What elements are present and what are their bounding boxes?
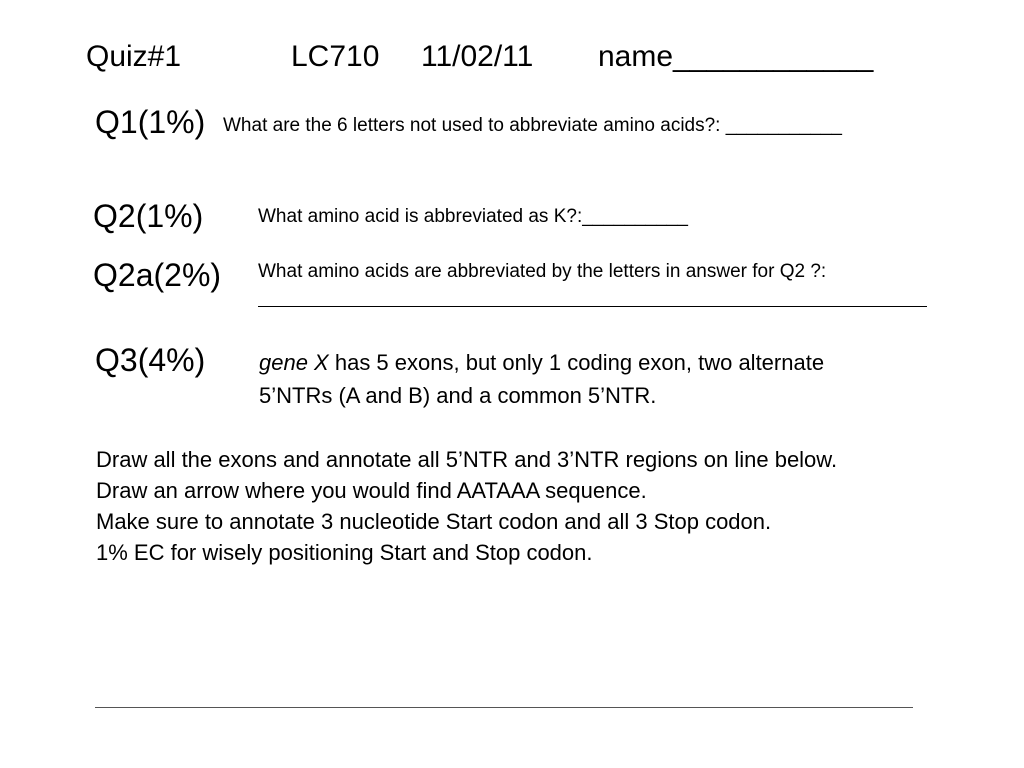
gene-name: gene X xyxy=(259,350,329,375)
quiz-date: 11/02/11 xyxy=(421,40,534,73)
instruction-line: 1% EC for wisely positioning Start and Stop codon. xyxy=(96,540,593,565)
q1-text: What are the 6 letters not used to abbreviate amino acids?: ___________ xyxy=(223,115,842,136)
q3-label: Q3(4%) xyxy=(95,342,206,378)
q2-label: Q2(1%) xyxy=(93,198,204,234)
q3-text-line1-rest: has 5 exons, but only 1 coding exon, two alternate xyxy=(328,350,825,375)
instruction-line: Make sure to annotate 3 nucleotide Start codon and all 3 Stop codon. xyxy=(96,509,772,534)
instructions xyxy=(96,444,837,568)
course-code: LC710 xyxy=(291,40,380,73)
q2a-text: What amino acids are abbreviated by the letters in answer for Q2 ?: xyxy=(258,261,827,282)
instruction-line: Draw an arrow where you would find AATAAA sequence. xyxy=(96,478,647,503)
gene-drawing-line xyxy=(95,707,913,708)
quiz-title: Quiz#1 xyxy=(86,40,182,73)
q1-label: Q1(1%) xyxy=(95,104,206,140)
q3-text-line2: 5’NTRs (A and B) and a common 5’NTR. xyxy=(259,383,657,408)
q3-text-line1 xyxy=(259,350,824,375)
q2a-label: Q2a(2%) xyxy=(93,257,222,293)
q2-text: What amino acid is abbreviated as K?:__________ xyxy=(258,206,688,227)
instruction-line: Draw all the exons and annotate all 5’NTR and 3’NTR regions on line below. xyxy=(96,447,838,472)
name-field-label: name____________ xyxy=(598,40,874,73)
q2a-answer-line xyxy=(258,306,927,307)
